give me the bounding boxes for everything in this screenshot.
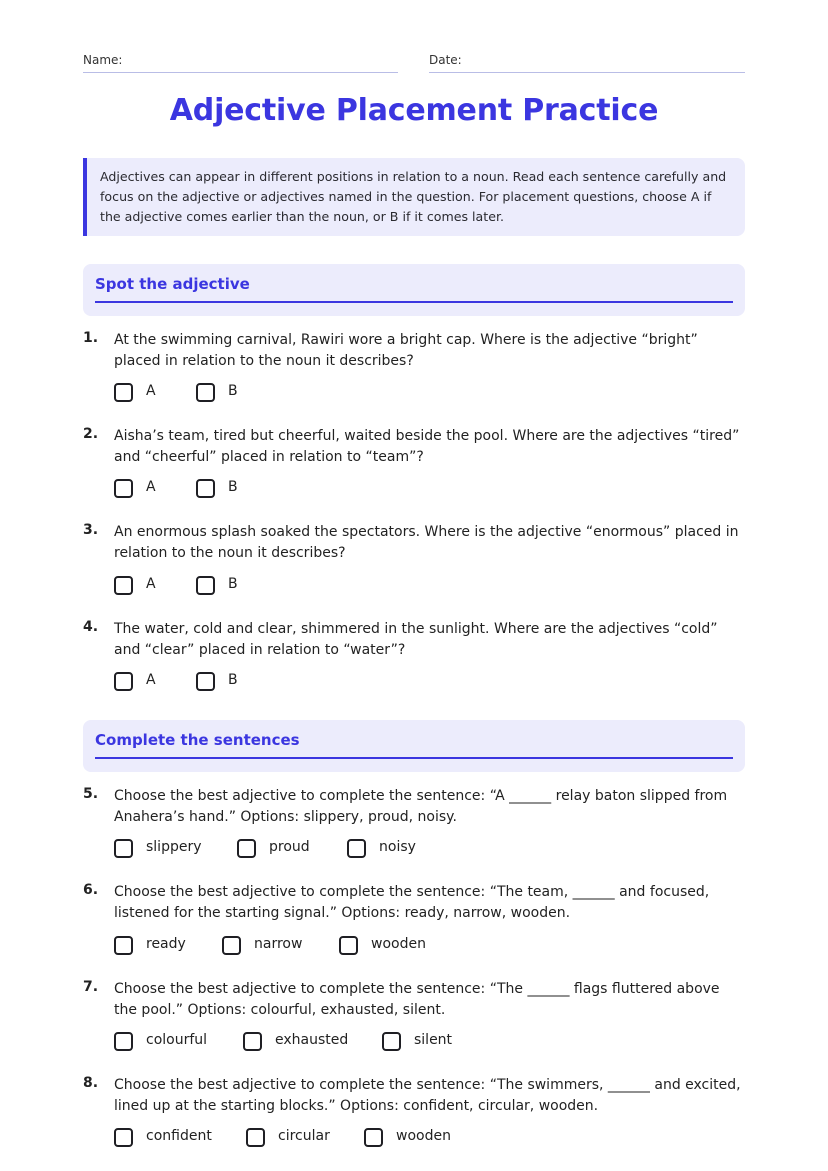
question-text: The water, cold and clear, shimmered in the sunlight. Where are the adjectives “cold” and “clear” placed in relation to “water”? — [114, 621, 718, 658]
question-text: Choose the best adjective to complete the sentence: “The team, ______ and focused, listened for the starting signal.” Options: ready, narrow, wooden. — [114, 884, 710, 921]
checkbox[interactable] — [114, 383, 133, 402]
checkbox[interactable] — [364, 1128, 383, 1147]
question-text: At the swimming carnival, Rawiri wore a bright cap. Where is the adjective “bright” placed in relation to the noun it describes? — [114, 332, 698, 369]
option-label: A — [146, 479, 156, 495]
question-number: 8. — [83, 1075, 99, 1091]
question-number: 2. — [83, 426, 99, 442]
checkbox[interactable] — [114, 1128, 133, 1147]
checkbox[interactable] — [114, 1032, 133, 1051]
option-label: silent — [414, 1032, 453, 1048]
option-label: B — [228, 479, 238, 495]
question-text: Aisha’s team, tired but cheerful, waited beside the pool. Where are the adjectives “tired” and “cheerful” placed in relation to “team”? — [114, 428, 740, 465]
name-field[interactable] — [83, 53, 398, 73]
option-label: circular — [278, 1128, 330, 1144]
option-label: narrow — [254, 936, 303, 952]
checkbox[interactable] — [196, 383, 215, 402]
option-label: A — [146, 672, 156, 688]
question-number: 4. — [83, 619, 99, 635]
option-label: slippery — [146, 839, 202, 855]
page-title: Adjective Placement Practice — [169, 93, 659, 128]
checkbox[interactable] — [114, 936, 133, 955]
checkbox[interactable] — [114, 839, 133, 858]
header-row — [83, 53, 745, 73]
question-text: An enormous splash soaked the spectators. Where is the adjective “enormous” placed in relation to the noun it describes? — [114, 524, 739, 561]
option-label: A — [146, 383, 156, 399]
option-label: colourful — [146, 1032, 208, 1048]
question-number: 6. — [83, 882, 99, 898]
checkbox[interactable] — [246, 1128, 265, 1147]
option-label: proud — [269, 839, 310, 855]
question-number: 7. — [83, 979, 99, 995]
section-title: Spot the adjective — [95, 275, 250, 293]
checkbox[interactable] — [382, 1032, 401, 1051]
instructions-text: Adjectives can appear in different positions in relation to a noun. Read each sentence carefully and focus on the adjective or adjectives named in the question. For placement questions, choose A if the adjective comes earlier than the noun, or B if it comes later. — [100, 169, 727, 224]
option-label: ready — [146, 936, 186, 952]
option-label: confident — [146, 1128, 212, 1144]
checkbox[interactable] — [196, 479, 215, 498]
question-number: 5. — [83, 786, 99, 802]
checkbox[interactable] — [237, 839, 256, 858]
section-header-spot — [83, 264, 745, 316]
option-label: A — [146, 576, 156, 592]
option-label: B — [228, 672, 238, 688]
checkbox[interactable] — [196, 576, 215, 595]
section-header-complete — [83, 720, 745, 772]
checkbox[interactable] — [243, 1032, 262, 1051]
option-label: wooden — [396, 1128, 451, 1144]
question-text: Choose the best adjective to complete the sentence: “The swimmers, ______ and excited, lined up at the starting blocks.” Options: confident, circular, wooden. — [114, 1077, 741, 1114]
section-divider — [95, 301, 733, 303]
instructions-panel — [83, 158, 745, 236]
option-label: B — [228, 576, 238, 592]
name-label: Name: — [83, 53, 123, 67]
date-field[interactable] — [429, 53, 745, 73]
checkbox[interactable] — [114, 576, 133, 595]
date-label: Date: — [429, 53, 462, 67]
checkbox[interactable] — [114, 672, 133, 691]
option-label: B — [228, 383, 238, 399]
section-title: Complete the sentences — [95, 731, 300, 749]
option-label: noisy — [379, 839, 416, 855]
section-divider — [95, 757, 733, 759]
option-label: exhausted — [275, 1032, 349, 1048]
checkbox[interactable] — [347, 839, 366, 858]
checkbox[interactable] — [222, 936, 241, 955]
question-number: 1. — [83, 330, 99, 346]
checkbox[interactable] — [339, 936, 358, 955]
checkbox[interactable] — [196, 672, 215, 691]
question-text: Choose the best adjective to complete the sentence: “The ______ flags fluttered above the pool.” Options: colourful, exhausted, silent. — [114, 981, 720, 1018]
option-label: wooden — [371, 936, 426, 952]
checkbox[interactable] — [114, 479, 133, 498]
question-text: Choose the best adjective to complete the sentence: “A ______ relay baton slipped from Anahera’s hand.” Options: slippery, proud, noisy. — [114, 788, 728, 825]
question-number: 3. — [83, 522, 99, 538]
